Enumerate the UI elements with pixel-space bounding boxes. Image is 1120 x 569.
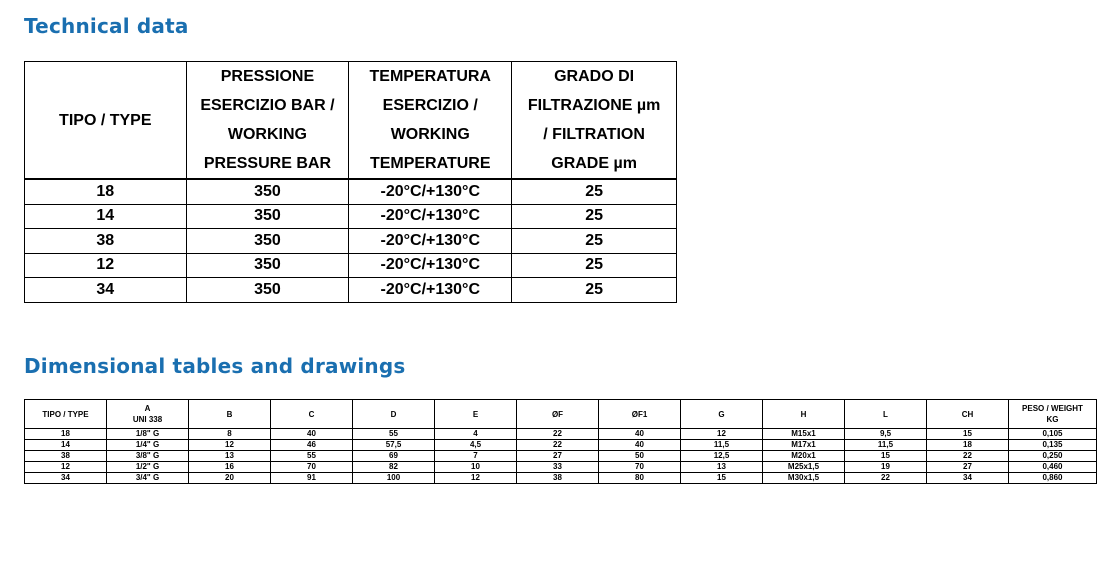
technical-cell: 38 — [25, 229, 187, 254]
dimensional-header-text: A — [144, 404, 151, 413]
dimensional-cell: 70 — [271, 462, 353, 473]
technical-cell: 350 — [186, 204, 349, 229]
dimensional-header-cell — [927, 400, 1009, 429]
dimensional-cell: 22 — [517, 429, 599, 440]
dimensional-cell: 13 — [681, 462, 763, 473]
technical-header-text: TEMPERATURE — [369, 155, 491, 172]
dimensional-cell: 4 — [435, 429, 517, 440]
dimensional-cell: 40 — [599, 429, 681, 440]
technical-header-text: ESERCIZIO / — [382, 97, 478, 114]
technical-cell: -20°C/+130°C — [349, 229, 512, 254]
dimensional-cell: 15 — [927, 429, 1009, 440]
dimensional-cell: 19 — [845, 462, 927, 473]
dimensional-cell: 0,135 — [1009, 440, 1097, 451]
technical-cell: 34 — [25, 278, 187, 303]
dimensional-header-text: H — [800, 409, 807, 419]
technical-cell: 25 — [512, 278, 677, 303]
dimensional-cell: 38 — [25, 451, 107, 462]
technical-header-text: TEMPERATURA — [369, 68, 491, 85]
dimensional-cell: M30x1,5 — [763, 473, 845, 484]
dimensional-header-text: KG — [1046, 415, 1059, 424]
dimensional-cell: 22 — [927, 451, 1009, 462]
technical-header-text: TIPO / TYPE — [59, 111, 152, 129]
technical-header-cell — [25, 62, 187, 180]
dimensional-cell: 0,250 — [1009, 451, 1097, 462]
technical-header-text: GRADE µm — [551, 155, 637, 172]
dimensional-tables-title: Dimensional tables and drawings — [24, 354, 406, 378]
technical-header-cell — [512, 62, 677, 180]
dimensional-cell: 12,5 — [681, 451, 763, 462]
dimensional-cell: 3/8" G — [107, 451, 189, 462]
dimensional-cell: 70 — [599, 462, 681, 473]
dimensional-cell: 3/4" G — [107, 473, 189, 484]
technical-cell: -20°C/+130°C — [349, 253, 512, 278]
technical-cell: 350 — [186, 278, 349, 303]
dimensional-cell: 1/4" G — [107, 440, 189, 451]
dimensional-header-text: ØF1 — [631, 409, 648, 419]
dimensional-header-cell — [599, 400, 681, 429]
technical-row — [25, 204, 677, 229]
dimensional-cell: 16 — [189, 462, 271, 473]
dimensional-cell: 20 — [189, 473, 271, 484]
dimensional-header-cell — [107, 400, 189, 429]
technical-cell: 25 — [512, 229, 677, 254]
technical-header-text: FILTRAZIONE µm — [527, 97, 661, 114]
dimensional-cell: 1/8" G — [107, 429, 189, 440]
dimensional-row — [25, 462, 1097, 473]
dimensional-header-cell — [353, 400, 435, 429]
dimensional-cell: M20x1 — [763, 451, 845, 462]
dimensional-cell: 40 — [599, 440, 681, 451]
dimensional-header-text: G — [718, 409, 725, 419]
dimensional-cell: 8 — [189, 429, 271, 440]
technical-cell: 14 — [25, 204, 187, 229]
dimensional-table — [24, 399, 1097, 484]
dimensional-header-text: E — [472, 409, 479, 419]
technical-cell: 12 — [25, 253, 187, 278]
technical-row — [25, 253, 677, 278]
dimensional-header-text: PESO / WEIGHT — [1022, 404, 1083, 413]
dimensional-row — [25, 429, 1097, 440]
dimensional-cell: 100 — [353, 473, 435, 484]
dimensional-cell: 46 — [271, 440, 353, 451]
dimensional-cell: 11,5 — [681, 440, 763, 451]
dimensional-header-cell — [763, 400, 845, 429]
dimensional-cell: 22 — [517, 440, 599, 451]
dimensional-cell: 14 — [25, 440, 107, 451]
dimensional-header-cell — [25, 400, 107, 429]
dimensional-header-text: UNI 338 — [132, 415, 163, 424]
dimensional-header-text: L — [883, 409, 888, 419]
dimensional-cell: 18 — [927, 440, 1009, 451]
dimensional-cell: 4,5 — [435, 440, 517, 451]
dimensional-cell: 40 — [271, 429, 353, 440]
dimensional-cell: M25x1,5 — [763, 462, 845, 473]
dimensional-cell: 9,5 — [845, 429, 927, 440]
technical-data-title: Technical data — [24, 14, 189, 38]
dimensional-header-cell — [681, 400, 763, 429]
dimensional-header-text: C — [308, 409, 315, 419]
dimensional-header-cell — [435, 400, 517, 429]
technical-row — [25, 229, 677, 254]
dimensional-row — [25, 473, 1097, 484]
technical-row — [25, 278, 677, 303]
technical-cell: 350 — [186, 229, 349, 254]
technical-cell: 25 — [512, 179, 677, 204]
dimensional-cell: 12 — [681, 429, 763, 440]
technical-header-text: PRESSIONE — [220, 68, 315, 85]
dimensional-cell: 10 — [435, 462, 517, 473]
technical-cell: 350 — [186, 253, 349, 278]
technical-header-text: WORKING — [390, 126, 470, 143]
technical-cell: 25 — [512, 253, 677, 278]
dimensional-cell: 38 — [517, 473, 599, 484]
technical-header-text: ESERCIZIO BAR / — [200, 97, 335, 114]
dimensional-cell: 18 — [25, 429, 107, 440]
technical-data-table — [24, 61, 677, 303]
technical-cell: -20°C/+130°C — [349, 278, 512, 303]
technical-header-text: GRADO DI — [554, 68, 635, 85]
technical-cell: -20°C/+130°C — [349, 204, 512, 229]
dimensional-cell: 55 — [271, 451, 353, 462]
dimensional-cell: 80 — [599, 473, 681, 484]
dimensional-header-text: B — [226, 409, 233, 419]
dimensional-cell: 13 — [189, 451, 271, 462]
dimensional-header-row — [25, 400, 1097, 429]
dimensional-cell: 55 — [353, 429, 435, 440]
dimensional-cell: 15 — [681, 473, 763, 484]
dimensional-cell: 50 — [599, 451, 681, 462]
dimensional-header-cell — [845, 400, 927, 429]
dimensional-cell: M17x1 — [763, 440, 845, 451]
dimensional-cell: 33 — [517, 462, 599, 473]
dimensional-cell: 82 — [353, 462, 435, 473]
dimensional-cell: 12 — [435, 473, 517, 484]
dimensional-row — [25, 451, 1097, 462]
technical-cell: -20°C/+130°C — [349, 179, 512, 204]
dimensional-cell: 69 — [353, 451, 435, 462]
dimensional-header-cell — [189, 400, 271, 429]
dimensional-cell: 27 — [517, 451, 599, 462]
dimensional-header-text: TIPO / TYPE — [42, 409, 89, 419]
technical-cell: 350 — [186, 179, 349, 204]
dimensional-cell: 12 — [25, 462, 107, 473]
technical-row — [25, 179, 677, 204]
dimensional-cell: 0,460 — [1009, 462, 1097, 473]
dimensional-header-cell — [517, 400, 599, 429]
dimensional-header-text: D — [390, 409, 397, 419]
dimensional-cell: 0,860 — [1009, 473, 1097, 484]
technical-header-text: WORKING — [227, 126, 307, 143]
technical-header-cell — [186, 62, 349, 180]
dimensional-cell: 27 — [927, 462, 1009, 473]
dimensional-cell: 7 — [435, 451, 517, 462]
dimensional-cell: 15 — [845, 451, 927, 462]
dimensional-row — [25, 440, 1097, 451]
dimensional-header-cell — [271, 400, 353, 429]
dimensional-cell: 91 — [271, 473, 353, 484]
dimensional-cell: 34 — [25, 473, 107, 484]
technical-cell: 25 — [512, 204, 677, 229]
technical-header-text: / FILTRATION — [543, 126, 645, 143]
dimensional-cell: M15x1 — [763, 429, 845, 440]
dimensional-cell: 1/2" G — [107, 462, 189, 473]
technical-cell: 18 — [25, 179, 187, 204]
dimensional-header-text: CH — [961, 409, 974, 419]
dimensional-cell: 57,5 — [353, 440, 435, 451]
dimensional-header-cell — [1009, 400, 1097, 429]
dimensional-cell: 11,5 — [845, 440, 927, 451]
dimensional-cell: 12 — [189, 440, 271, 451]
dimensional-cell: 22 — [845, 473, 927, 484]
dimensional-cell: 34 — [927, 473, 1009, 484]
technical-header-row — [25, 62, 677, 180]
dimensional-header-text: ØF — [551, 409, 564, 419]
dimensional-cell: 0,105 — [1009, 429, 1097, 440]
technical-header-text: PRESSURE BAR — [203, 155, 331, 172]
technical-header-cell — [349, 62, 512, 180]
